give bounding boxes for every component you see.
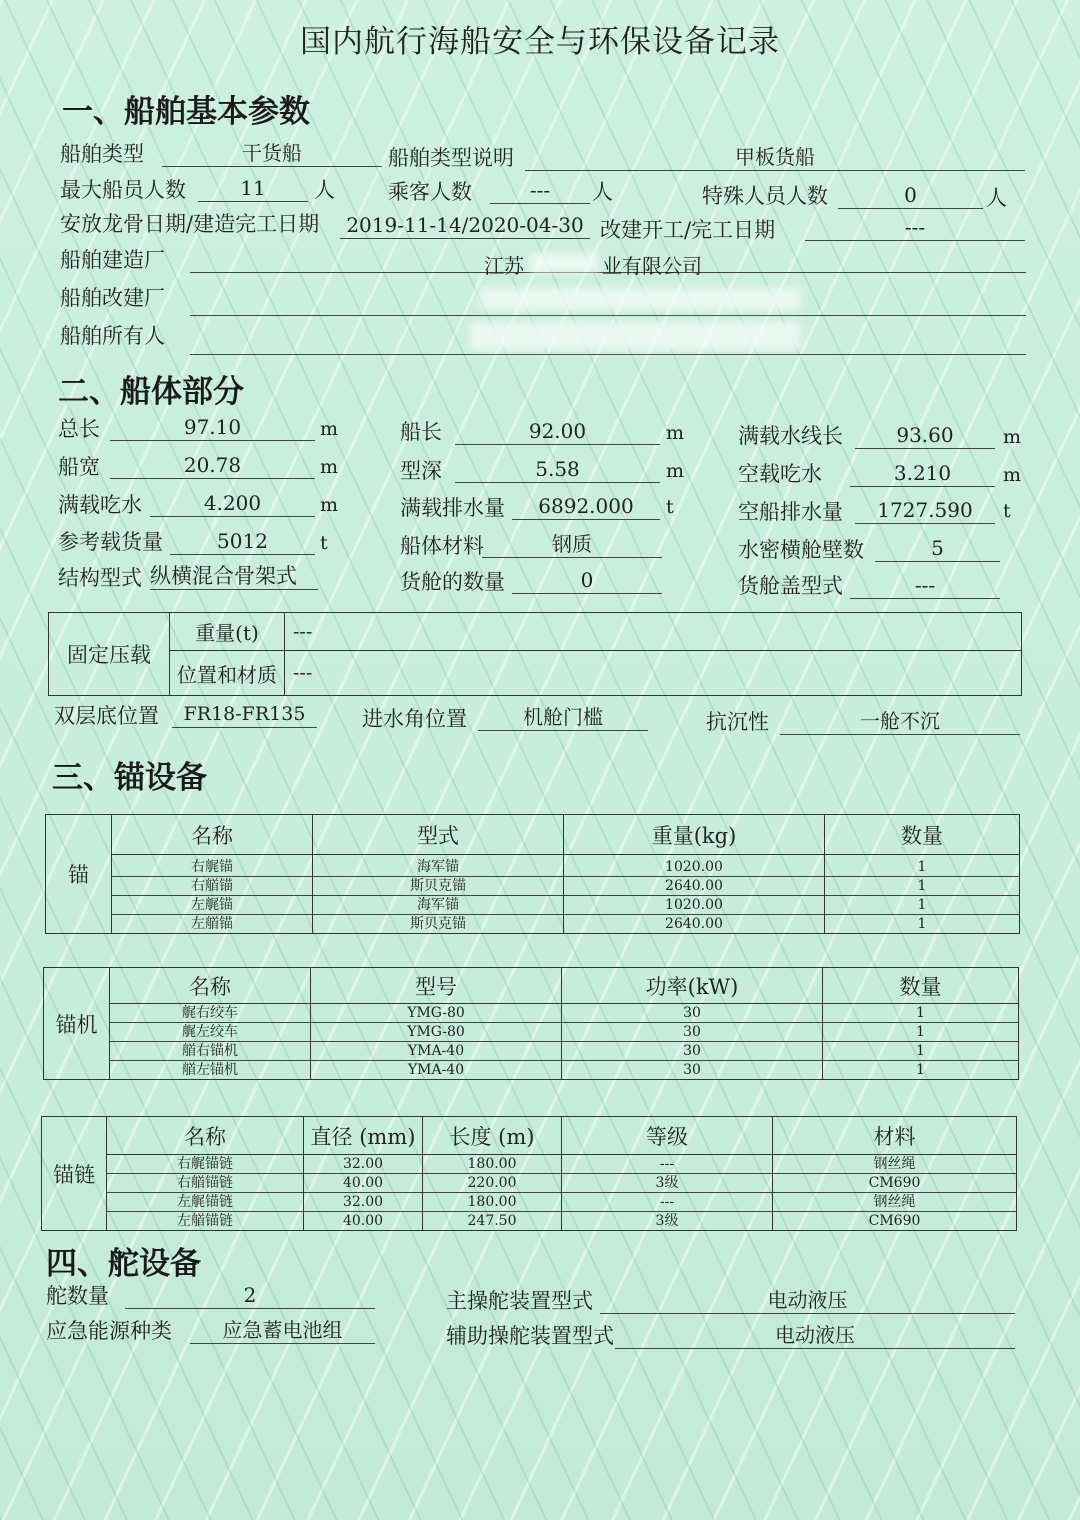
anchor-group-label: 锚 [46, 815, 112, 934]
section-3-heading: 三、锚设备 [52, 760, 207, 796]
double-bottom-value: FR18-FR135 [172, 701, 317, 728]
loa-label: 总长 [58, 417, 100, 441]
special-value: 0 [838, 182, 983, 209]
loa-value: 97.10 [110, 414, 315, 441]
table-row: 1 [823, 1042, 1018, 1061]
section-4-heading: 四、舵设备 [46, 1246, 201, 1282]
redaction-mark [530, 253, 598, 273]
ballast-table [48, 612, 1022, 696]
table-row: 右艉锚链 [107, 1155, 303, 1174]
full-disp-unit: t [666, 496, 674, 518]
redaction-mark [480, 288, 800, 310]
table-row: 左艏锚 [191, 916, 233, 932]
depth-value: 5.58 [455, 456, 660, 483]
table-row: --- [562, 1155, 772, 1174]
ballast-pos-value: --- [285, 651, 1022, 696]
table-row: 1 [825, 877, 1019, 896]
chain-header-grade: 等级 [562, 1117, 773, 1155]
builder-value: 江苏 [484, 254, 524, 278]
bulkhead-value: 5 [875, 535, 1000, 562]
anchor-header-type: 型式 [313, 815, 564, 855]
anchor-header-count: 数量 [825, 815, 1020, 855]
full-disp-value: 6892.000 [512, 493, 660, 520]
type-desc-value: 甲板货船 [525, 144, 1025, 171]
chain-group-label: 锚链 [42, 1117, 107, 1231]
rudder-count-label: 舵数量 [46, 1284, 109, 1308]
anchor-header-name: 名称 [112, 815, 313, 855]
builder-value-tail: 业有限公司 [602, 254, 702, 278]
chain-table [41, 1116, 1017, 1231]
table-row: 1 [825, 858, 1019, 877]
lwl-label: 满载水线长 [738, 424, 843, 448]
table-row: 钢丝绳 [773, 1155, 1016, 1174]
table-row: 40.00 [304, 1174, 422, 1193]
table-row: 右艏锚链 [107, 1174, 303, 1193]
windlass-header-model: 型号 [311, 968, 562, 1004]
keel-label: 安放龙骨日期/建造完工日期 [60, 212, 320, 236]
hull-mat-value: 钢质 [482, 531, 662, 558]
table-row: 30 [562, 1023, 822, 1042]
lwl-value: 93.60 [855, 422, 995, 449]
table-row: YMA-40 [311, 1042, 561, 1061]
loa-unit: m [320, 418, 339, 440]
chain-header-name: 名称 [107, 1117, 304, 1155]
redaction-mark [470, 322, 800, 350]
hatch-value: --- [850, 572, 1000, 599]
table-row: 左艉锚链 [107, 1193, 303, 1212]
table-row: 斯贝克锚 [313, 877, 563, 896]
sink-label: 抗沉性 [706, 710, 769, 734]
rudder-count-value: 2 [125, 1282, 375, 1309]
table-row: 3级 [562, 1174, 772, 1193]
mod-value: --- [805, 214, 1025, 241]
table-row: 海军锚 [313, 858, 563, 877]
table-row: 2640.00 [564, 877, 824, 896]
chain-header-material: 材料 [773, 1117, 1017, 1155]
ship-type-label: 船舶类型 [60, 142, 144, 166]
emergency-power-label: 应急能源种类 [46, 1319, 172, 1343]
passenger-label: 乘客人数 [388, 180, 472, 204]
table-row: 30 [562, 1042, 822, 1061]
ref-load-label: 参考载货量 [58, 530, 163, 554]
ref-load-unit: t [320, 532, 328, 554]
chain-header-length: 长度 (m) [423, 1117, 562, 1155]
hull-mat-label: 船体材料 [400, 534, 484, 558]
table-row: 30 [562, 1004, 822, 1023]
windlass-header-count: 数量 [823, 968, 1019, 1004]
max-crew-value: 11 [198, 175, 308, 202]
document-title: 国内航行海船安全与环保设备记录 [300, 24, 780, 60]
table-row: 艏左锚机 [182, 1062, 238, 1078]
mod-label: 改建开工/完工日期 [600, 218, 776, 242]
depth-unit: m [666, 460, 685, 482]
section-2-heading: 二、船体部分 [58, 374, 244, 410]
table-row: 1 [917, 916, 927, 932]
aux-steer-label: 辅助操舵装置型式 [446, 1324, 614, 1348]
table-row: 40.00 [342, 1213, 384, 1229]
ballast-label: 固定压载 [49, 613, 170, 696]
rebuild-label: 船舶改建厂 [60, 286, 165, 310]
section-1-heading: 一、船舶基本参数 [62, 94, 310, 130]
light-draft-unit: m [1003, 464, 1022, 486]
builder-label: 船舶建造厂 [60, 248, 165, 272]
light-disp-unit: t [1003, 500, 1011, 522]
table-row: 220.00 [423, 1174, 561, 1193]
flood-value: 机舱门槛 [478, 704, 648, 731]
windlass-header-name: 名称 [110, 968, 311, 1004]
ref-load-value: 5012 [170, 528, 315, 555]
light-disp-label: 空船排水量 [738, 500, 843, 524]
sink-value: 一舱不沉 [780, 708, 1020, 735]
keel-value: 2019-11-14/2020-04-30 [340, 212, 590, 239]
max-crew-label: 最大船员人数 [60, 178, 186, 202]
table-row: CM690 [868, 1213, 921, 1229]
table-row: 斯贝克锚 [410, 916, 466, 932]
ship-type-value: 干货船 [162, 140, 382, 167]
light-draft-label: 空载吃水 [738, 462, 822, 486]
beam-value: 20.78 [110, 452, 315, 479]
owner-line [190, 354, 1026, 355]
depth-label: 型深 [400, 459, 442, 483]
table-row: 1 [825, 896, 1019, 915]
flood-label: 进水角位置 [362, 707, 467, 731]
lbp-value: 92.00 [455, 418, 660, 445]
light-draft-value: 3.210 [850, 460, 995, 487]
table-row: YMG-80 [311, 1004, 561, 1023]
aux-steer-value: 电动液压 [615, 1322, 1015, 1349]
ballast-weight-label: 重量(t) [170, 613, 285, 651]
passenger-unit: 人 [592, 180, 613, 204]
beam-label: 船宽 [58, 455, 100, 479]
windlass-header-power: 功率(kW) [562, 968, 823, 1004]
full-disp-label: 满载排水量 [400, 496, 505, 520]
owner-label: 船舶所有人 [60, 324, 165, 348]
max-crew-unit: 人 [314, 178, 335, 202]
hold-count-value: 0 [512, 567, 662, 594]
passenger-value: --- [490, 177, 590, 204]
table-row: 艉左绞车 [110, 1023, 310, 1042]
table-row: 钢丝绳 [773, 1193, 1016, 1212]
ballast-weight-value: --- [285, 613, 1022, 651]
table-row: --- [562, 1193, 772, 1212]
table-row: 32.00 [304, 1155, 422, 1174]
double-bottom-label: 双层底位置 [54, 704, 159, 728]
rebuild-line [190, 315, 1026, 316]
light-disp-value: 1727.590 [855, 497, 995, 524]
table-row: CM690 [773, 1174, 1016, 1193]
windlass-group-label: 锚机 [44, 968, 110, 1080]
hatch-label: 货舱盖型式 [738, 574, 843, 598]
main-steer-label: 主操舵装置型式 [446, 1289, 593, 1313]
full-draft-unit: m [320, 494, 339, 516]
anchor-table [45, 814, 1020, 934]
anchor-header-weight: 重量(kg) [564, 815, 825, 855]
full-draft-value: 4.200 [150, 490, 315, 517]
table-row: 32.00 [304, 1193, 422, 1212]
bulkhead-label: 水密横舱壁数 [738, 538, 864, 562]
main-steer-value: 电动液压 [600, 1287, 1015, 1314]
table-row: 1 [916, 1062, 925, 1078]
table-row: 艏右锚机 [110, 1042, 310, 1061]
table-row: 1020.00 [564, 858, 824, 877]
chain-header-diameter: 直径 (mm) [304, 1117, 423, 1155]
table-row: 1020.00 [564, 896, 824, 915]
table-row: 180.00 [423, 1193, 561, 1212]
table-row: 2640.00 [665, 916, 723, 932]
type-desc-label: 船舶类型说明 [388, 146, 514, 170]
special-label: 特殊人员人数 [702, 184, 828, 208]
table-row: 3级 [655, 1213, 679, 1229]
lbp-unit: m [666, 422, 685, 444]
table-row: 左艏锚链 [177, 1213, 233, 1229]
table-row: 1 [823, 1023, 1018, 1042]
table-row: 海军锚 [313, 896, 563, 915]
full-draft-label: 满载吃水 [58, 493, 142, 517]
lbp-label: 船长 [400, 420, 442, 444]
ballast-pos-label: 位置和材质 [170, 651, 285, 696]
hold-count-label: 货舱的数量 [400, 570, 505, 594]
beam-unit: m [320, 456, 339, 478]
struct-label: 结构型式 [58, 566, 142, 590]
table-row: 左艉锚 [112, 896, 312, 915]
special-unit: 人 [986, 186, 1007, 210]
table-row: 艉右绞车 [110, 1004, 310, 1023]
table-row: 右艏锚 [112, 877, 312, 896]
table-row: YMG-80 [311, 1023, 561, 1042]
emergency-power-value: 应急蓄电池组 [190, 1317, 375, 1344]
table-row: 30 [683, 1062, 701, 1078]
struct-value: 纵横混合骨架式 [150, 563, 318, 590]
table-row: YMA-40 [407, 1062, 465, 1078]
table-row: 右艉锚 [112, 858, 312, 877]
windlass-table [43, 967, 1019, 1080]
table-row: 1 [823, 1004, 1018, 1023]
table-row: 180.00 [423, 1155, 561, 1174]
lwl-unit: m [1003, 426, 1022, 448]
table-row: 247.50 [467, 1213, 517, 1229]
